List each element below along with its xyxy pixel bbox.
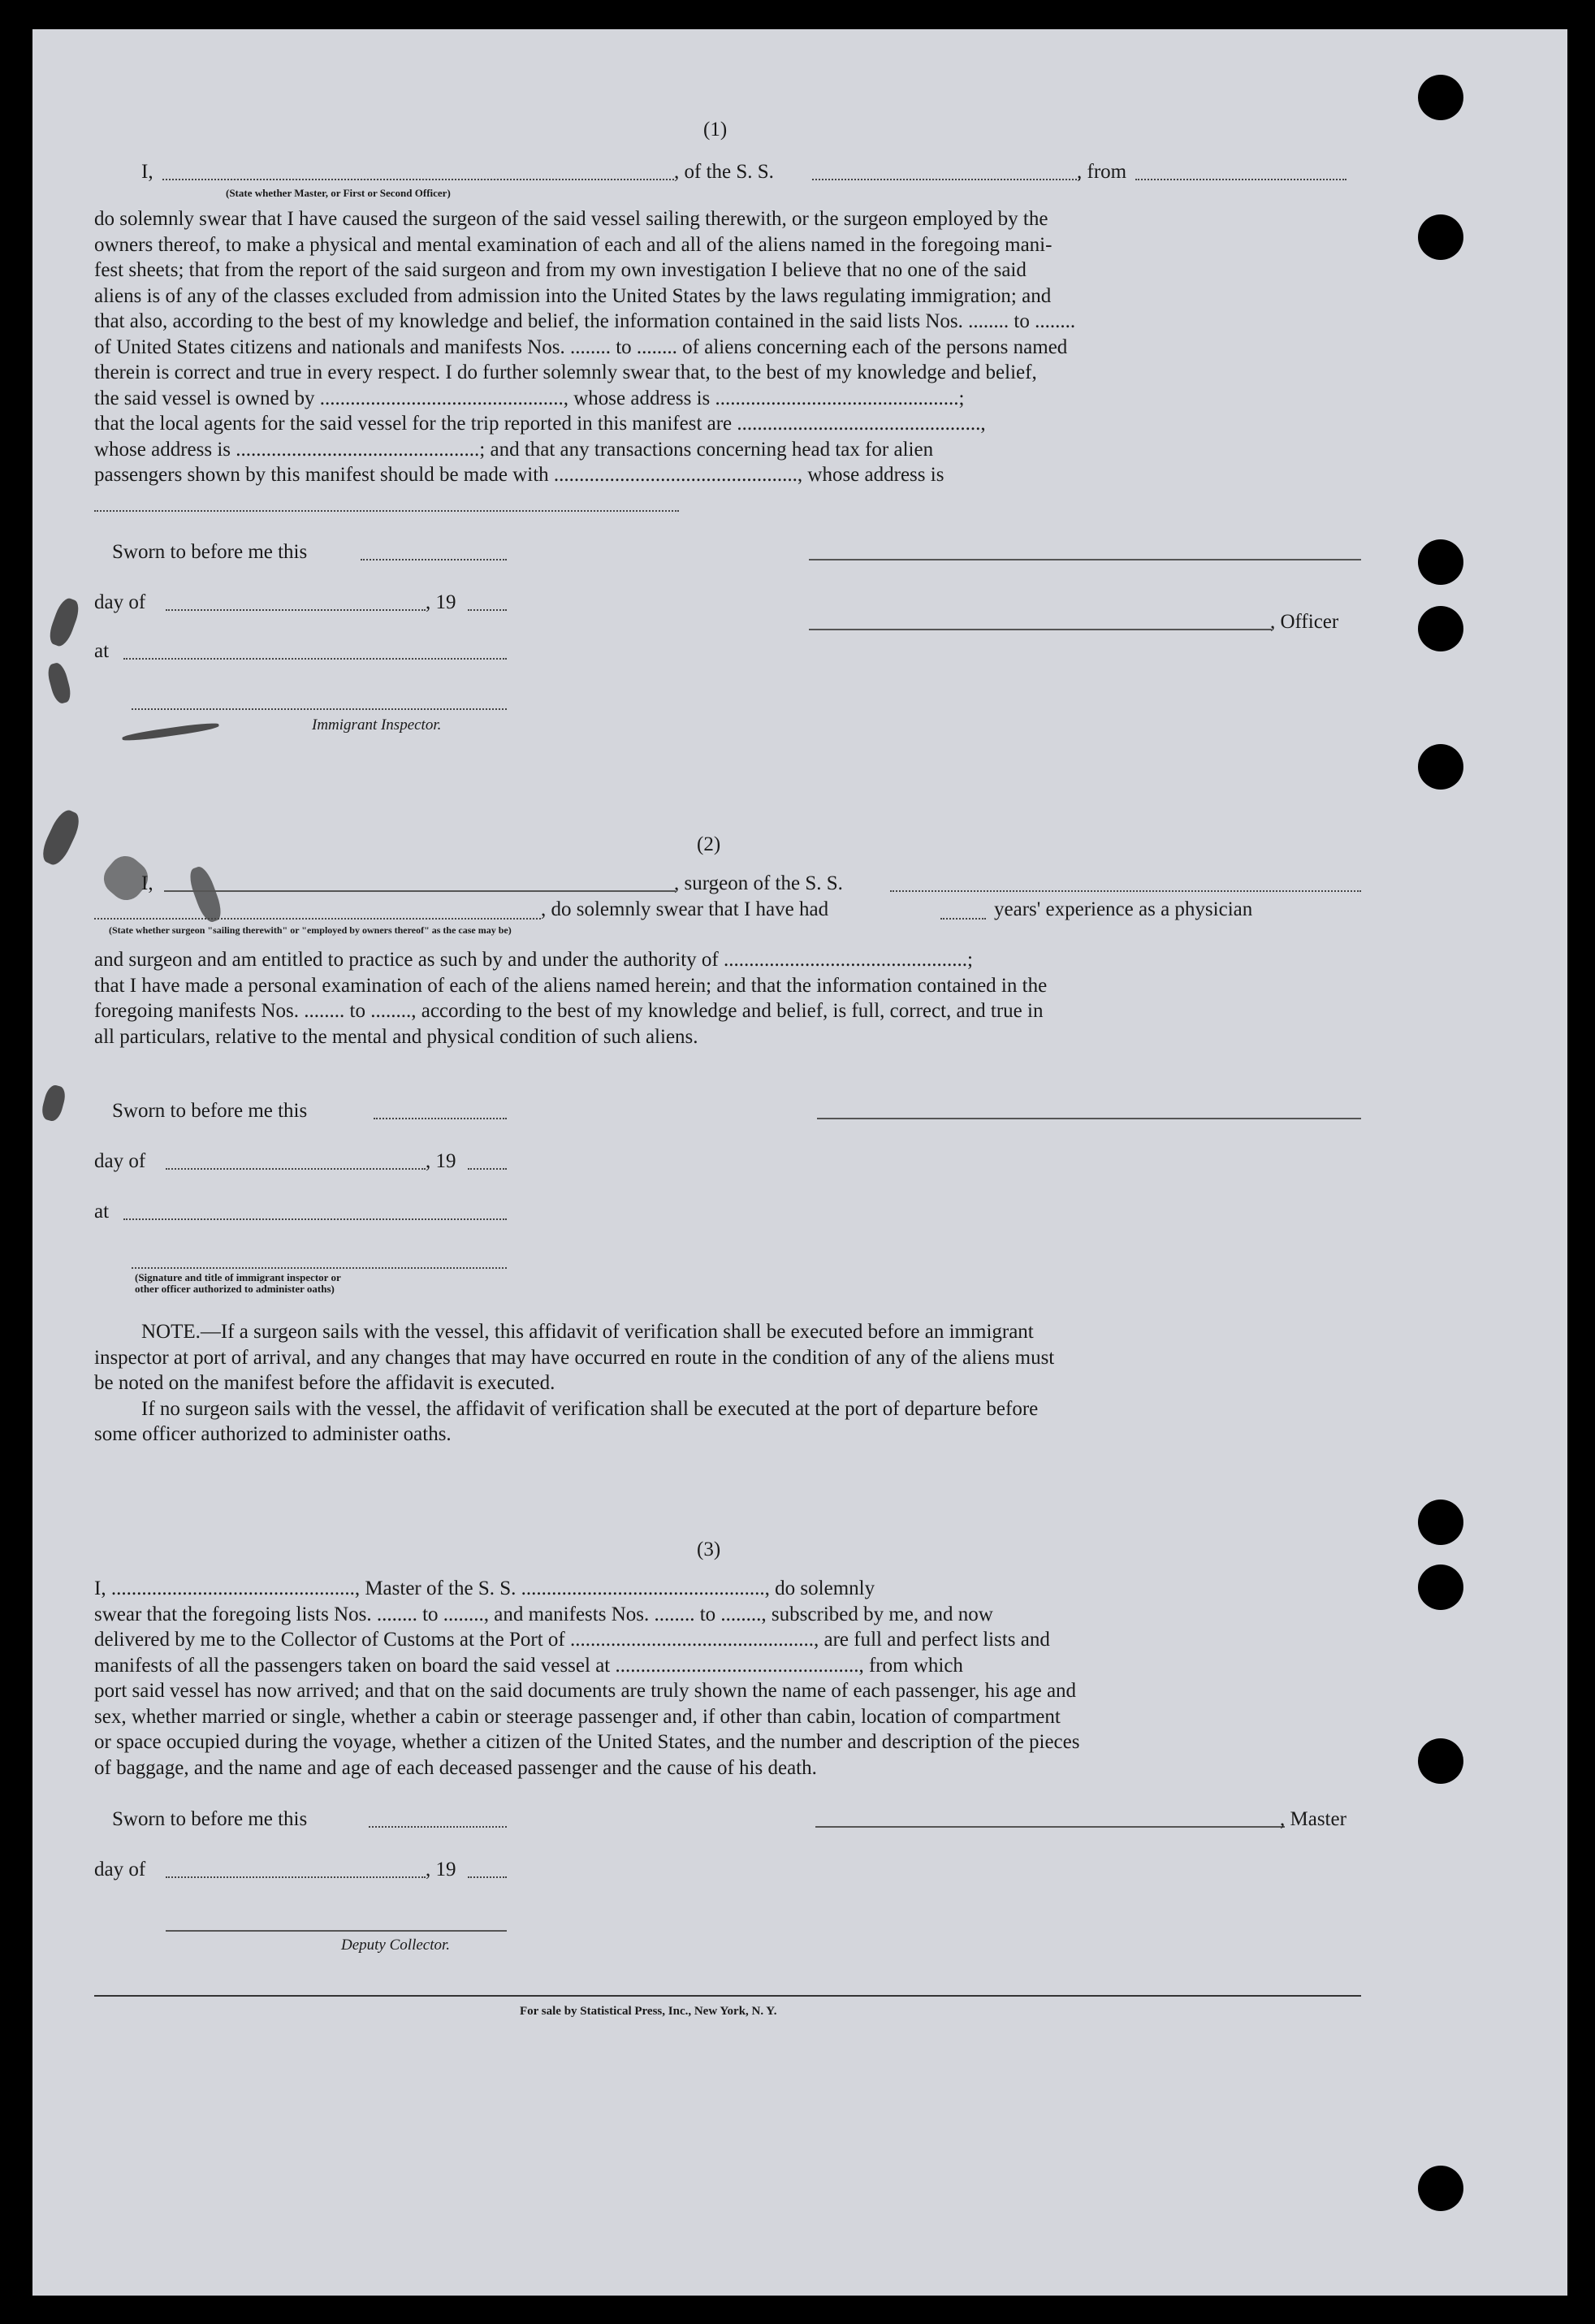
text-line: that I have made a personal examination of each of the aliens named herein; and that the information contained in the bbox=[94, 974, 1048, 997]
day-of-label: day of bbox=[94, 591, 146, 613]
month-field[interactable] bbox=[166, 1876, 426, 1878]
declarant-label: I, bbox=[141, 161, 153, 183]
section2-paragraph bbox=[94, 947, 1361, 1049]
place-field[interactable] bbox=[123, 1218, 507, 1220]
text-line: inspector at port of arrival, and any changes that may have occurred en route in the condition of any of the aliens must bbox=[94, 1346, 1055, 1369]
sworn-date-field[interactable] bbox=[369, 1826, 507, 1828]
collector-caption: Deputy Collector. bbox=[341, 1937, 451, 1954]
text-line: of United States citizens and nationals and manifests Nos. ........ to ........ of aliens concerning each of the persons named bbox=[94, 335, 1068, 358]
text-line: aliens is of any of the classes excluded from admission into the United States by the laws regulating immigration; and bbox=[94, 284, 1052, 307]
sworn-date-field[interactable] bbox=[361, 559, 507, 560]
sworn-label: Sworn to before me this bbox=[112, 1808, 308, 1830]
ink-smudge bbox=[186, 864, 225, 925]
punch-hole bbox=[1418, 2166, 1463, 2211]
punch-hole bbox=[1418, 75, 1463, 120]
punch-hole bbox=[1418, 606, 1463, 651]
year-field[interactable] bbox=[468, 1168, 507, 1170]
text-line: that also, according to the best of my knowledge and belief, the information contained in the said lists Nos. ........ to ........ bbox=[94, 310, 1076, 332]
master-signature-line[interactable] bbox=[815, 1826, 1285, 1828]
text-line: If no surgeon sails with the vessel, the affidavit of verification shall be executed at the port of departure before bbox=[141, 1397, 1039, 1420]
surgeon-note: (State whether surgeon "sailing therewith" or "employed by owners thereof" as the case may be) bbox=[109, 924, 512, 936]
punch-hole bbox=[1418, 1738, 1463, 1784]
text-line: the said vessel is owned by ................................................, whose address is ................................................; bbox=[94, 387, 965, 409]
swear-label: , do solemnly swear that I have had bbox=[541, 898, 829, 920]
text-line: foregoing manifests Nos. ........ to ........, according to the best of my knowledge and belief, is full, correct, and true in bbox=[94, 1000, 1044, 1022]
punch-hole bbox=[1418, 744, 1463, 790]
sworn-label: Sworn to before me this bbox=[112, 541, 308, 563]
day-of-label: day of bbox=[94, 1150, 146, 1172]
vessel-label: , of the S. S. bbox=[674, 161, 774, 183]
year-label: , 19 bbox=[426, 1150, 456, 1172]
surgeon-type-field[interactable] bbox=[94, 918, 541, 920]
day-of-label: day of bbox=[94, 1859, 146, 1880]
signature-note bbox=[135, 1272, 341, 1295]
officer-label: , Officer bbox=[1270, 611, 1339, 633]
inspector-signature-field[interactable] bbox=[132, 708, 507, 710]
text-line: owners thereof, to make a physical and mental examination of each and all of the aliens named in the foregoing mani- bbox=[94, 233, 1053, 256]
text-line: therein is correct and true in every respect. I do further solemnly swear that, to the best of my knowledge and belief, bbox=[94, 361, 1037, 383]
text-line: whose address is ................................................; and that any transactions concerning head tax for alien bbox=[94, 438, 934, 461]
year-label: , 19 bbox=[426, 591, 456, 613]
year-label: , 19 bbox=[426, 1859, 456, 1880]
declarant-label: I, bbox=[141, 872, 153, 894]
sworn-label: Sworn to before me this bbox=[112, 1100, 308, 1122]
officer-signature-line[interactable] bbox=[809, 559, 1361, 560]
section1-paragraph bbox=[94, 206, 1361, 488]
text-line: be noted on the manifest before the affidavit is executed. bbox=[94, 1372, 555, 1394]
place-field[interactable] bbox=[123, 658, 507, 660]
section-number: (3) bbox=[697, 1539, 721, 1560]
text-line: port said vessel has now arrived; and that on the said documents are truly shown the name of each passenger, his age and bbox=[94, 1680, 1077, 1702]
section-number: (1) bbox=[703, 119, 728, 141]
note-block bbox=[94, 1319, 1361, 1448]
collector-signature-line[interactable] bbox=[166, 1930, 507, 1932]
text-line: swear that the foregoing lists Nos. ........ to ........, and manifests Nos. ........ to ........, subscribed by me, and now bbox=[94, 1603, 993, 1625]
surgeon-label: , surgeon of the S. S. bbox=[674, 872, 843, 894]
master-label: , Master bbox=[1280, 1808, 1346, 1830]
punch-hole bbox=[1418, 1500, 1463, 1545]
ink-smudge bbox=[122, 721, 219, 743]
address-continuation-field[interactable] bbox=[94, 510, 679, 512]
at-label: at bbox=[94, 640, 110, 662]
text-line: delivered by me to the Collector of Customs at the Port of ................................................, are full and perfect lists and bbox=[94, 1629, 1050, 1651]
at-label: at bbox=[94, 1201, 110, 1223]
text-line: do solemnly swear that I have caused the surgeon of the said vessel sailing therewith, or the surgeon employed by the bbox=[94, 208, 1048, 230]
section-number: (2) bbox=[697, 833, 721, 855]
inspector-signature-field[interactable] bbox=[132, 1267, 507, 1269]
years-label: years' experience as a physician bbox=[994, 898, 1253, 920]
year-field[interactable] bbox=[468, 1876, 507, 1878]
officer-title-line[interactable] bbox=[809, 629, 1272, 630]
text-line: I, ................................................, Master of the S. S. ................................................, do solemnly bbox=[94, 1577, 875, 1599]
ink-smudge bbox=[38, 807, 84, 868]
ink-smudge bbox=[40, 1084, 68, 1123]
punch-hole bbox=[1418, 214, 1463, 260]
from-port-field[interactable] bbox=[1135, 179, 1346, 180]
text-line: all particulars, relative to the mental and physical condition of such aliens. bbox=[94, 1025, 698, 1048]
text-line: that the local agents for the said vessel for the trip reported in this manifest are ................................................, bbox=[94, 413, 986, 435]
text-line: manifests of all the passengers taken on board the said vessel at ................................................, from which bbox=[94, 1654, 963, 1677]
footer-rule bbox=[94, 1995, 1361, 1997]
vessel-name-field[interactable] bbox=[812, 179, 1080, 180]
text-line: other officer authorized to administer oaths) bbox=[135, 1283, 335, 1295]
vessel-name-field[interactable] bbox=[890, 890, 1361, 892]
text-line: sex, whether married or single, whether a cabin or steerage passenger and, if other than cabin, location of compartment bbox=[94, 1705, 1061, 1728]
text-line: NOTE.—If a surgeon sails with the vessel, this affidavit of verification shall be executed before an immigrant bbox=[141, 1321, 1034, 1343]
printer-credit: For sale by Statistical Press, Inc., New York, N. Y. bbox=[520, 2005, 777, 2018]
text-line: some officer authorized to administer oaths. bbox=[94, 1423, 452, 1445]
text-line: or space occupied during the voyage, whether a citizen of the United States, and the number and description of the pieces bbox=[94, 1731, 1080, 1753]
punch-hole bbox=[1418, 539, 1463, 585]
officer-name-field[interactable] bbox=[162, 179, 674, 180]
surgeon-signature-line[interactable] bbox=[817, 1118, 1361, 1119]
section3-paragraph bbox=[94, 1576, 1361, 1781]
inspector-caption: Immigrant Inspector. bbox=[312, 716, 442, 734]
surgeon-name-field[interactable] bbox=[164, 890, 676, 892]
years-field[interactable] bbox=[940, 918, 986, 920]
ink-smudge bbox=[45, 661, 73, 705]
from-label: , from bbox=[1077, 161, 1127, 183]
month-field[interactable] bbox=[166, 1168, 426, 1170]
text-line: passengers shown by this manifest should be made with ................................................, whose address is bbox=[94, 464, 944, 486]
text-line: fest sheets; that from the report of the said surgeon and from my own investigation I believe that no one of the said bbox=[94, 259, 1027, 281]
form-page bbox=[32, 29, 1567, 2296]
month-field[interactable] bbox=[166, 609, 426, 611]
text-line: (Signature and title of immigrant inspector or bbox=[135, 1271, 341, 1283]
ink-smudge bbox=[46, 595, 83, 648]
text-line: of baggage, and the name and age of each deceased passenger and the cause of his death. bbox=[94, 1756, 817, 1779]
text-line: and surgeon and am entitled to practice as such by and under the authority of ................................................; bbox=[94, 949, 973, 971]
punch-hole bbox=[1418, 1564, 1463, 1610]
officer-note: (State whether Master, or First or Second Officer) bbox=[226, 187, 451, 199]
year-field[interactable] bbox=[468, 609, 507, 611]
sworn-date-field[interactable] bbox=[374, 1118, 507, 1119]
